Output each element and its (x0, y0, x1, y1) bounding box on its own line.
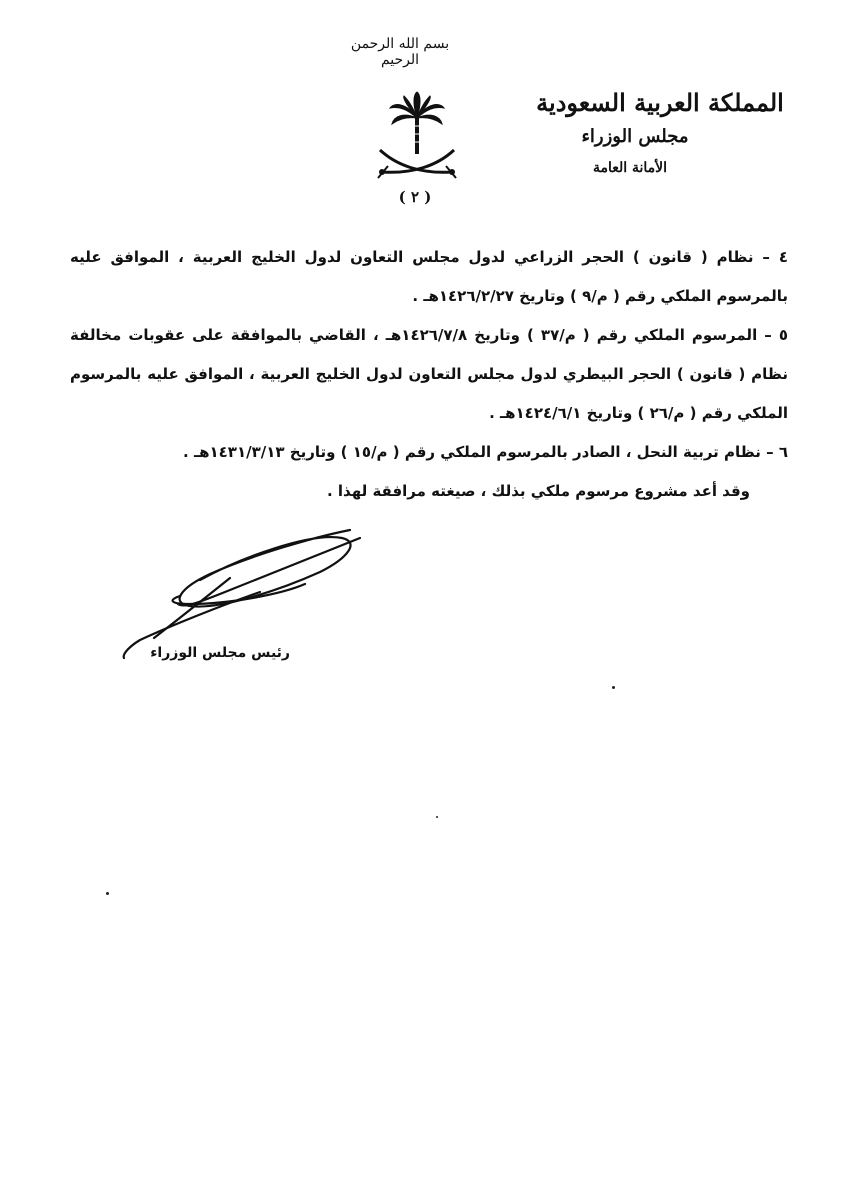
scan-speck (436, 816, 438, 818)
letterhead-kingdom: المملكة العربية السعودية (536, 88, 784, 117)
closing-statement: وقد أعد مشروع مرسوم ملكي بذلك ، صيغته مرافقة لهذا . (326, 482, 750, 500)
list-item: ٦ – نظام تربية النحل ، الصادر بالمرسوم الملكي رقم ( م/١٥ ) وتاريخ ١٤٣١/٣/١٣هـ . (183, 443, 788, 461)
document-body (70, 238, 788, 511)
saudi-emblem-icon (372, 88, 462, 183)
scan-speck (106, 892, 109, 895)
letterhead-secretariat: الأمانة العامة (592, 160, 668, 176)
letterhead (520, 86, 800, 182)
letterhead-council: مجلس الوزراء (581, 126, 689, 147)
signatory-title: رئيس مجلس الوزراء (150, 645, 290, 661)
handwritten-signature (110, 508, 390, 668)
list-item: ٥ – المرسوم الملكي رقم ( م/٣٧ ) وتاريخ ١٤٢٦/٧/٨هـ ، القاضي بالموافقة على عقوبات مخالفة نظام ( قانون ) الحجر البيطري لدول مجلس التعاون لدول الخليج العربية ، الموافق عليه بالمرسوم الملكي رقم ( م/٢٦ ) وتاريخ ١٤٢٤/٦/١هـ . (70, 326, 788, 422)
scan-speck (612, 686, 615, 689)
page-number: ( ٢ ) (398, 188, 432, 206)
list-item: ٤ – نظام ( قانون ) الحجر الزراعي لدول مجلس التعاون لدول الخليج العربية ، الموافق عليه بالمرسوم الملكي رقم ( م/٩ ) وتاريخ ١٤٢٦/٢/٢٧هـ . (70, 248, 788, 305)
basmala: بسم الله الرحمن الرحيم (350, 36, 450, 68)
